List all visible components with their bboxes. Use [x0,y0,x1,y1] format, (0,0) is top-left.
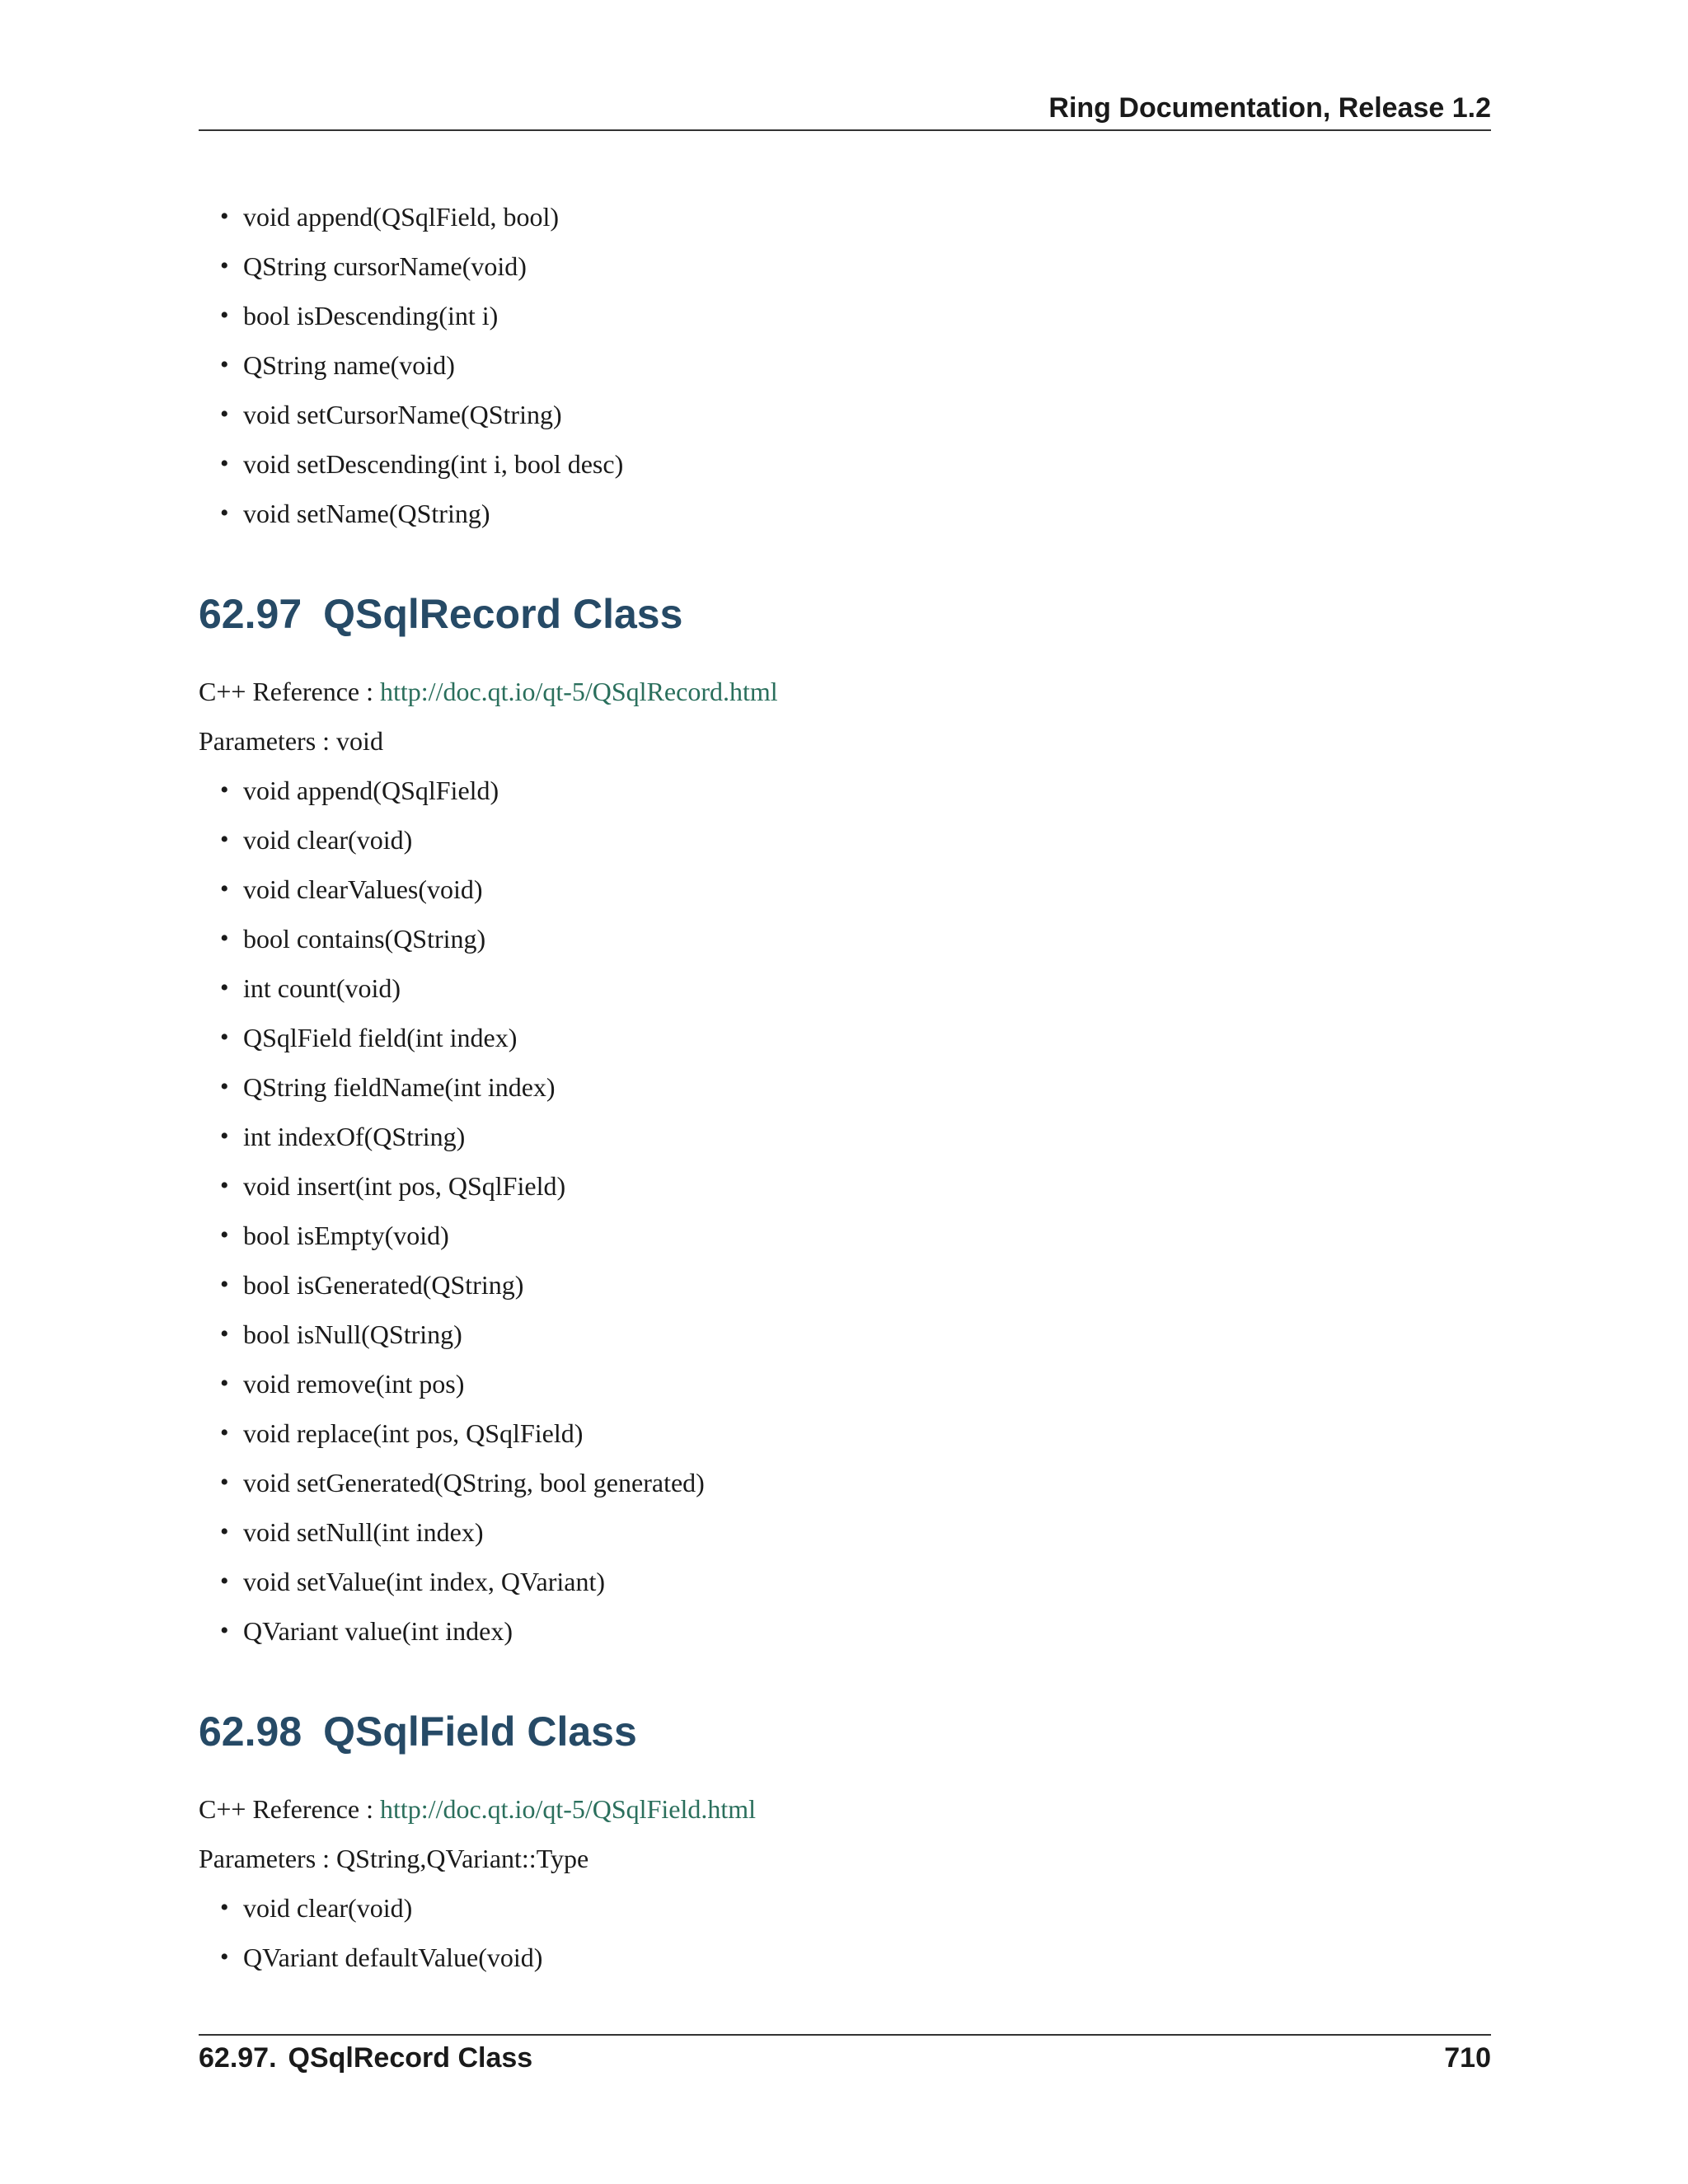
section-heading [199,585,1491,643]
bullet-icon: • [220,1172,229,1199]
bullet-icon: • [220,1568,229,1595]
footer-section-number: 62.97. [199,2042,277,2074]
reference-link[interactable]: http://doc.qt.io/qt-5/QSqlField.html [380,1794,757,1824]
list-item: • void clearValues(void) [243,869,1491,918]
list-item: • void setCursorName(QString) [243,394,1491,443]
bullet-icon: • [220,1943,229,1971]
list-item: • QString cursorName(void) [243,246,1491,295]
list-item: • bool isGenerated(QString) [243,1264,1491,1314]
bullet-icon: • [220,203,229,230]
bullet-icon: • [220,974,229,1001]
method-list [199,196,1491,542]
list-item: • void setDescending(int i, bool desc) [243,443,1491,493]
bullet-icon: • [220,1122,229,1150]
method-list [199,1887,1491,1986]
list-item: • QVariant defaultValue(void) [243,1937,1491,1986]
method-list [199,770,1491,1660]
bullet-icon: • [220,252,229,279]
section-heading [199,1703,1491,1760]
parameters-line: Parameters : void [199,726,383,756]
list-item: • QVariant value(int index) [243,1610,1491,1660]
page-content [199,196,1491,1986]
bullet-icon: • [220,1221,229,1249]
list-item: • int count(void) [243,968,1491,1017]
bullet-icon: • [220,1894,229,1921]
list-item: • void setNull(int index) [243,1511,1491,1561]
bullet-icon: • [220,302,229,329]
bullet-icon: • [220,776,229,804]
cpp-reference: C++ Reference : http://doc.qt.io/qt-5/QSqlRecord.html [199,677,778,706]
section-title: QSqlRecord Class [323,591,683,637]
list-item: • void setName(QString) [243,493,1491,542]
document-page [199,0,1491,2184]
list-item: • bool contains(QString) [243,918,1491,968]
bullet-icon: • [220,1617,229,1644]
list-item: • QString fieldName(int index) [243,1066,1491,1116]
running-header: Ring Documentation, Release 1.2 [1048,92,1491,124]
list-item: • void append(QSqlField) [243,770,1491,819]
footer-section-title: QSqlRecord Class [288,2042,533,2074]
bullet-icon: • [220,1419,229,1446]
reference-link[interactable]: http://doc.qt.io/qt-5/QSqlRecord.html [380,677,778,706]
bullet-icon: • [220,1518,229,1545]
list-item: • void clear(void) [243,819,1491,869]
footer-section [199,2042,532,2074]
bullet-icon: • [220,925,229,952]
list-item: • void insert(int pos, QSqlField) [243,1165,1491,1215]
footer-rule [199,2034,1491,2036]
list-item: • void setGenerated(QString, bool generated) [243,1462,1491,1511]
list-item: • void setValue(int index, QVariant) [243,1561,1491,1610]
bullet-icon: • [220,499,229,527]
bullet-icon: • [220,1469,229,1496]
list-item: • void append(QSqlField, bool) [243,196,1491,246]
bullet-icon: • [220,1370,229,1397]
section-number: 62.97 [199,591,302,637]
list-item: • QString name(void) [243,344,1491,394]
section-title: QSqlField Class [323,1708,637,1755]
list-item: • QSqlField field(int index) [243,1017,1491,1066]
list-item: • bool isDescending(int i) [243,295,1491,344]
bullet-icon: • [220,826,229,853]
bullet-icon: • [220,1271,229,1298]
list-item: • void replace(int pos, QSqlField) [243,1413,1491,1462]
section-number: 62.98 [199,1708,302,1755]
bullet-icon: • [220,450,229,477]
list-item: • bool isEmpty(void) [243,1215,1491,1264]
bullet-icon: • [220,1024,229,1051]
cpp-reference: C++ Reference : http://doc.qt.io/qt-5/QSqlField.html [199,1794,757,1824]
header-rule [199,129,1491,131]
list-item: • void remove(int pos) [243,1363,1491,1413]
bullet-icon: • [220,351,229,378]
bullet-icon: • [220,1073,229,1100]
list-item: • bool isNull(QString) [243,1314,1491,1363]
parameters-line: Parameters : QString,QVariant::Type [199,1844,589,1873]
list-item: • int indexOf(QString) [243,1116,1491,1165]
list-item: • void clear(void) [243,1887,1491,1937]
page-number: 710 [1444,2042,1491,2074]
bullet-icon: • [220,401,229,428]
bullet-icon: • [220,875,229,902]
bullet-icon: • [220,1320,229,1347]
